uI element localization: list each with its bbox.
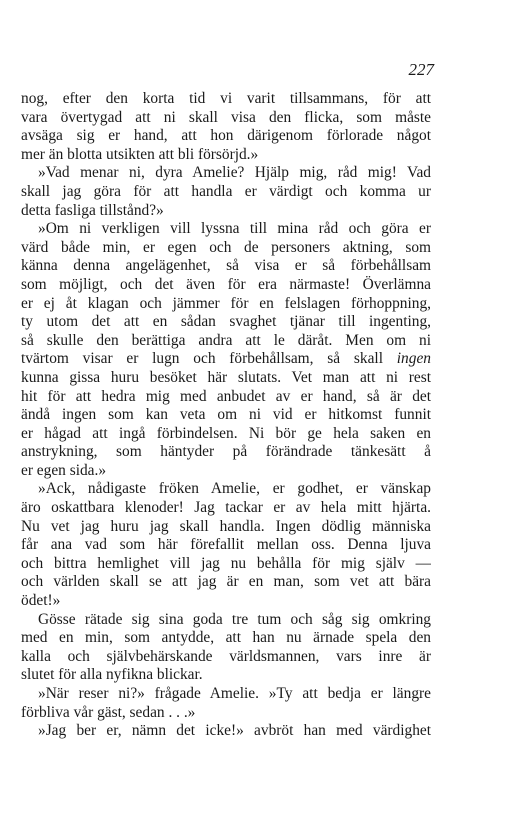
text-line bbox=[21, 388, 431, 407]
text-line bbox=[21, 536, 431, 555]
text-line-content: anstrykning, som häntyder på förändrade tänkesätt å bbox=[21, 443, 431, 461]
text-line-content: hit för att hedra mig med anbudet av er hand, så är det bbox=[21, 387, 431, 405]
text-line bbox=[21, 257, 431, 276]
text-line-content: er egen sida.» bbox=[21, 461, 107, 479]
text-line bbox=[21, 313, 431, 332]
text-line-content: kalla och självbehärskande världsmannen, vars inre är bbox=[21, 647, 431, 665]
text-line-content: Nu vet jag huru jag skall handla. Ingen dödlig människa bbox=[21, 517, 431, 535]
text-line bbox=[21, 722, 431, 741]
text-line bbox=[21, 499, 431, 518]
text-line-content: känna denna angelägenhet, så visa er så förbehållsam bbox=[21, 257, 431, 275]
text-line bbox=[21, 202, 431, 221]
text-line bbox=[21, 704, 431, 723]
text-line bbox=[21, 685, 431, 704]
text-line-content: »Ack, nådigaste fröken Amelie, er godhet, er vänskap bbox=[38, 480, 431, 498]
text-line bbox=[21, 573, 431, 592]
text-line-content: nog, efter den korta tid vi varit tillsammans, för att bbox=[21, 90, 431, 107]
text-line bbox=[21, 629, 431, 648]
text-line-content: kunna gissa huru besöket här slutats. Vet man att ni rest bbox=[21, 368, 431, 386]
text-line-content: avsäga sig er hand, att hon därigenom förlorade något bbox=[21, 127, 431, 145]
text-line-content: Gösse rätade sig sina goda tre tum och såg sig omkring bbox=[38, 610, 431, 628]
text-line bbox=[21, 518, 431, 537]
text-line-content: så skulle den berättiga andra att le däråt. Men om ni bbox=[21, 331, 431, 349]
text-line-content: vara övertygad att ni skall visa den flicka, som måste bbox=[21, 108, 431, 126]
text-line bbox=[21, 239, 431, 258]
text-line bbox=[21, 183, 431, 202]
text-line bbox=[21, 648, 431, 667]
text-line-content: »Jag ber er, nämn det icke!» avbröt han med värdighet bbox=[38, 722, 431, 740]
text-line-content: får ana vad som här förefallit mellan oss. Denna ljuva bbox=[21, 536, 431, 554]
text-line-content: »Om ni verkligen vill lyssna till mina råd och göra er bbox=[38, 220, 431, 238]
emphasized-word: ingen bbox=[396, 350, 431, 368]
text-line-content: ty utom det att en sådan svaghet tjänar till ingenting, bbox=[21, 313, 431, 331]
text-line-content: värd både min, er egen och de personers aktning, som bbox=[21, 238, 431, 256]
text-line bbox=[21, 369, 431, 388]
body-text bbox=[21, 90, 431, 741]
text-line bbox=[21, 127, 431, 146]
text-line bbox=[21, 350, 431, 369]
text-line-content: med en min, som antydde, att han nu ärnade spela den bbox=[21, 629, 431, 647]
text-line-content: ödet!» bbox=[21, 592, 61, 610]
text-line bbox=[21, 611, 431, 630]
text-line-content: förbliva vår gäst, sedan . . .» bbox=[21, 703, 196, 721]
text-line bbox=[21, 592, 431, 611]
text-line-content: slutet för alla nyfikna blickar. bbox=[21, 666, 203, 684]
text-line bbox=[21, 90, 431, 109]
text-line-content: som möjligt, och det även för era närmaste! Överlämna bbox=[21, 275, 431, 293]
text-line-content: ändå ingen som kan veta om ni vid er hitkomst funnit bbox=[21, 406, 431, 424]
text-line-content: skall jag göra för att handla er värdigt och komma ur bbox=[21, 182, 431, 200]
text-line bbox=[21, 462, 431, 481]
text-line bbox=[21, 425, 431, 444]
text-line bbox=[21, 332, 431, 351]
text-line bbox=[21, 276, 431, 295]
text-line bbox=[21, 406, 431, 425]
text-line bbox=[21, 443, 431, 462]
text-line-content: er hågad att ingå förbindelsen. Ni bör ge hela saken en bbox=[21, 424, 431, 442]
text-line-content: detta fasliga tillstånd?» bbox=[21, 201, 164, 219]
text-line-content: mer än blotta utsikten att bli försörjd.» bbox=[21, 145, 259, 163]
text-line-content: och världen skall se att jag är en man, som vet att bära bbox=[21, 573, 431, 591]
text-line-content: er ej åt klagan och jämmer för en felslagen förhoppning, bbox=[21, 294, 431, 312]
text-line-content: »När reser ni?» frågade Amelie. »Ty att bedja er längre bbox=[38, 685, 431, 702]
text-line bbox=[21, 555, 431, 574]
text-line bbox=[21, 146, 431, 165]
text-line-content: äro oskattbara klenoder! Jag tackar er av hela mitt hjärta. bbox=[21, 499, 431, 517]
page-number: 227 bbox=[408, 60, 434, 79]
text-line bbox=[21, 480, 431, 499]
text-line bbox=[21, 220, 431, 239]
text-line bbox=[21, 109, 431, 128]
text-line bbox=[21, 295, 431, 314]
text-line-content: »Vad menar ni, dyra Amelie? Hjälp mig, råd mig! Vad bbox=[38, 164, 431, 182]
text-line bbox=[21, 164, 431, 183]
text-line-content: och bittra hemlighet vill jag nu behålla för mig själv — bbox=[21, 554, 431, 572]
text-line bbox=[21, 666, 431, 685]
text-line-content: tvärtom visar er lugn och förbehållsam, så skall bbox=[21, 350, 383, 368]
